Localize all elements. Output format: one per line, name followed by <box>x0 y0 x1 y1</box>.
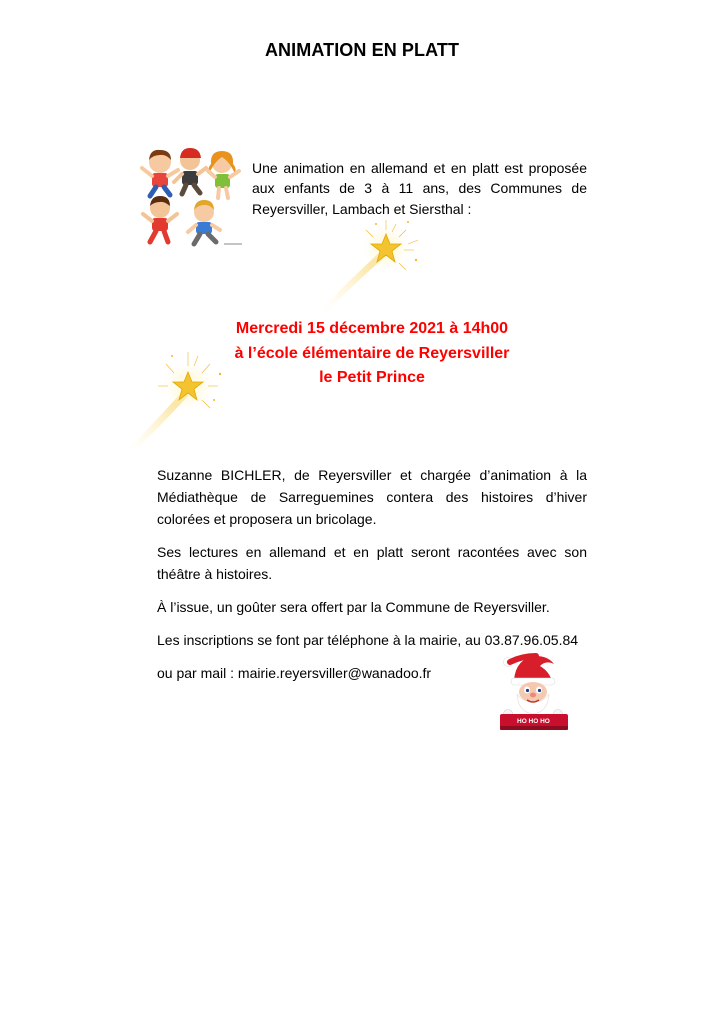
child-figure <box>208 151 239 198</box>
child-figure <box>142 150 178 196</box>
event-school-name: le Petit Prince <box>319 369 425 386</box>
santa-sign-text: HO HO HO <box>517 718 550 725</box>
intro-paragraph: Une animation en allemand et en platt est proposée aux enfants de 3 à 11 ans, des Communes de Reyersviller, Lambach et Siersthal : <box>252 160 587 217</box>
paragraph-snack: À l’issue, un goûter sera offert par la Commune de Reyersviller. <box>157 599 550 615</box>
page-title: ANIMATION EN PLATT <box>264 40 460 60</box>
child-figure <box>188 200 220 244</box>
sparkle-star-icon <box>320 210 430 310</box>
event-date: Mercredi 15 décembre 2021 à 14h00 <box>235 320 509 337</box>
paragraph-email: ou par mail : mairie.reyersviller@wanadoo.fr <box>157 665 432 681</box>
event-details <box>0 317 724 391</box>
child-figure <box>143 196 177 242</box>
santa-illustration <box>496 652 572 732</box>
paragraph-storyteller: Suzanne BICHLER, de Reyersviller et chargée d’animation à la Médiathèque de Sarreguemines contera des histoires d’hiver colorées et proposera un bricolage. <box>157 467 587 527</box>
paragraph-registration: Les inscriptions se font par téléphone à la mairie, au 03.87.96.05.84 <box>157 632 579 648</box>
event-location: à l’école élémentaire de Reyersviller <box>234 344 510 362</box>
paragraph-readings: Ses lectures en allemand et en platt seront racontées avec son théâtre à histoires. <box>157 544 587 582</box>
children-illustration <box>138 146 244 248</box>
